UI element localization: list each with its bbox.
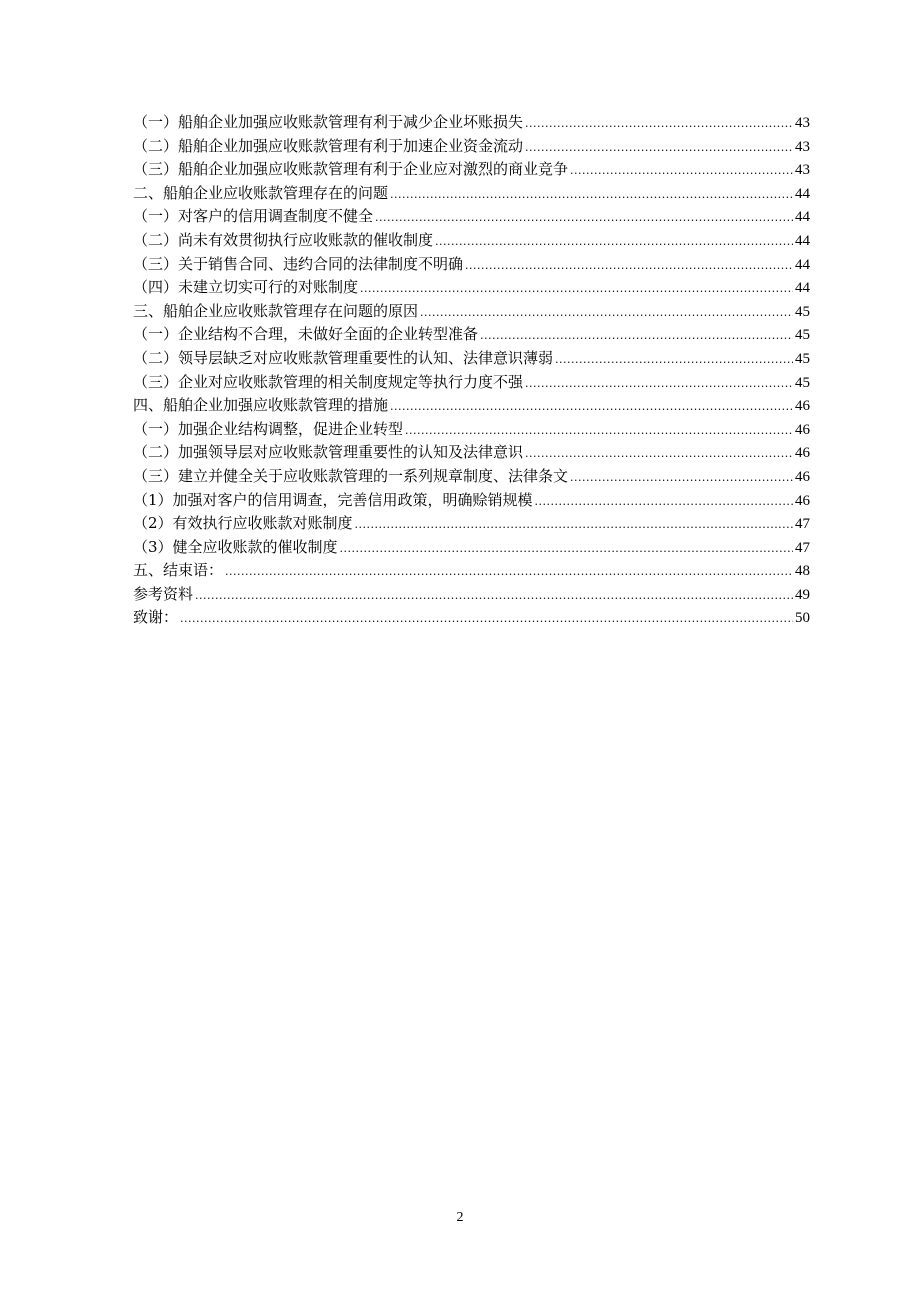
toc-entry-title: （二）加强领导层对应收账款管理重要性的认知及法律意识 — [133, 443, 524, 462]
toc-leader-dots — [340, 537, 793, 561]
toc-leader-dots — [435, 230, 793, 254]
toc-entry[interactable] — [133, 323, 810, 347]
toc-entry-page: 44 — [795, 232, 810, 249]
toc-entry-page: 43 — [795, 115, 810, 131]
toc-entry[interactable] — [133, 512, 810, 536]
toc-leader-dots — [525, 112, 793, 136]
toc-entry-page: 44 — [795, 209, 810, 226]
toc-entry-title: （3）健全应收账款的催收制度 — [133, 537, 338, 556]
toc-entry-page: 45 — [795, 327, 810, 344]
toc-entry-title: 三、船舶企业应收账款管理存在问题的原因 — [133, 301, 419, 320]
toc-entry-title: （一）船舶企业加强应收账款管理有利于减少企业坏账损失 — [133, 113, 524, 131]
toc-leader-dots — [535, 490, 793, 514]
toc-entry-title: （三）船舶企业加强应收账款管理有利于企业应对激烈的商业竞争 — [133, 160, 569, 179]
toc-entry-title: 参考资料 — [133, 584, 194, 603]
toc-leader-dots — [375, 206, 793, 230]
toc-entry-title: 致谢： — [133, 608, 179, 627]
toc-entry-title: 五、结束语： — [133, 561, 224, 580]
toc-entry[interactable] — [133, 300, 810, 324]
toc-entry-page: 46 — [795, 398, 810, 415]
toc-entry[interactable] — [133, 253, 810, 277]
toc-leader-dots — [555, 348, 793, 372]
toc-leader-dots — [360, 277, 793, 301]
toc-entry-page: 47 — [795, 539, 810, 556]
toc-entry-title: （二）领导层缺乏对应收账款管理重要性的认知、法律意识薄弱 — [133, 348, 554, 367]
toc-entry-title: 二、船舶企业应收账款管理存在的问题 — [133, 183, 389, 202]
toc-entry[interactable] — [133, 583, 810, 607]
toc-entry[interactable] — [133, 418, 810, 442]
toc-entry-page: 44 — [795, 280, 810, 297]
toc-entry-page: 45 — [795, 374, 810, 391]
toc-entry-title: 四、船舶企业加强应收账款管理的措施 — [133, 396, 389, 415]
toc-entry-page: 46 — [795, 421, 810, 438]
toc-entry[interactable] — [133, 489, 810, 513]
toc-entry-title: （二）船舶企业加强应收账款管理有利于加速企业资金流动 — [133, 136, 524, 155]
toc-leader-dots — [390, 395, 793, 419]
toc-entry-page: 50 — [795, 610, 810, 627]
toc-leader-dots — [525, 442, 793, 466]
toc-leader-dots — [480, 324, 793, 348]
toc-entry-title: （四）未建立切实可行的对账制度 — [133, 278, 359, 297]
toc-entry-page: 43 — [795, 138, 810, 155]
toc-entry-title: （一）对客户的信用调查制度不健全 — [133, 207, 374, 226]
toc-leader-dots — [570, 466, 793, 490]
toc-entry-page: 47 — [795, 516, 810, 533]
toc-leader-dots — [195, 584, 793, 608]
toc-entry-title: （三）关于销售合同、违约合同的法律制度不明确 — [133, 254, 464, 273]
toc-leader-dots — [225, 560, 793, 584]
toc-leader-dots — [180, 607, 793, 631]
toc-entry-page: 43 — [795, 162, 810, 179]
toc-entry-title: （2）有效执行应收账款对账制度 — [133, 514, 353, 533]
page-number: 2 — [456, 1210, 464, 1225]
toc-entry[interactable] — [133, 111, 810, 135]
toc-entry[interactable] — [133, 606, 810, 630]
toc-entry-page: 46 — [795, 445, 810, 462]
toc-entry-page: 46 — [795, 468, 810, 485]
toc-entry[interactable] — [133, 441, 810, 465]
toc-entry-page: 49 — [795, 586, 810, 603]
toc-entry[interactable] — [133, 229, 810, 253]
toc-entry-page: 48 — [795, 563, 810, 580]
toc-entry[interactable] — [133, 559, 810, 583]
toc-entry-title: （二）尚未有效贯彻执行应收账款的催收制度 — [133, 230, 434, 249]
toc-entry[interactable] — [133, 158, 810, 182]
table-of-contents — [133, 111, 810, 630]
toc-leader-dots — [525, 136, 793, 160]
toc-entry-title: （1）加强对客户的信用调查，完善信用政策，明确赊销规模 — [133, 490, 533, 509]
toc-entry-title: （三）建立并健全关于应收账款管理的一系列规章制度、法律条文 — [133, 466, 569, 485]
toc-leader-dots — [465, 254, 793, 278]
toc-entry-page: 45 — [795, 350, 810, 367]
toc-entry[interactable] — [133, 182, 810, 206]
toc-entry[interactable] — [133, 371, 810, 395]
toc-entry-page: 45 — [795, 303, 810, 320]
toc-entry-page: 44 — [795, 185, 810, 202]
toc-entry[interactable] — [133, 276, 810, 300]
toc-entry[interactable] — [133, 536, 810, 560]
toc-leader-dots — [390, 183, 793, 207]
toc-entry-page: 44 — [795, 256, 810, 273]
toc-entry[interactable] — [133, 394, 810, 418]
toc-entry[interactable] — [133, 347, 810, 371]
toc-leader-dots — [570, 159, 793, 183]
toc-entry-page: 46 — [795, 492, 810, 509]
toc-leader-dots — [355, 513, 793, 537]
toc-entry[interactable] — [133, 205, 810, 229]
toc-leader-dots — [525, 372, 793, 396]
toc-entry-title: （一）加强企业结构调整，促进企业转型 — [133, 419, 404, 438]
toc-entry-title: （一）企业结构不合理，未做好全面的企业转型准备 — [133, 325, 479, 344]
toc-leader-dots — [420, 301, 793, 325]
toc-entry[interactable] — [133, 465, 810, 489]
toc-entry-title: （三）企业对应收账款管理的相关制度规定等执行力度不强 — [133, 372, 524, 391]
toc-leader-dots — [405, 419, 793, 443]
toc-entry[interactable] — [133, 135, 810, 159]
